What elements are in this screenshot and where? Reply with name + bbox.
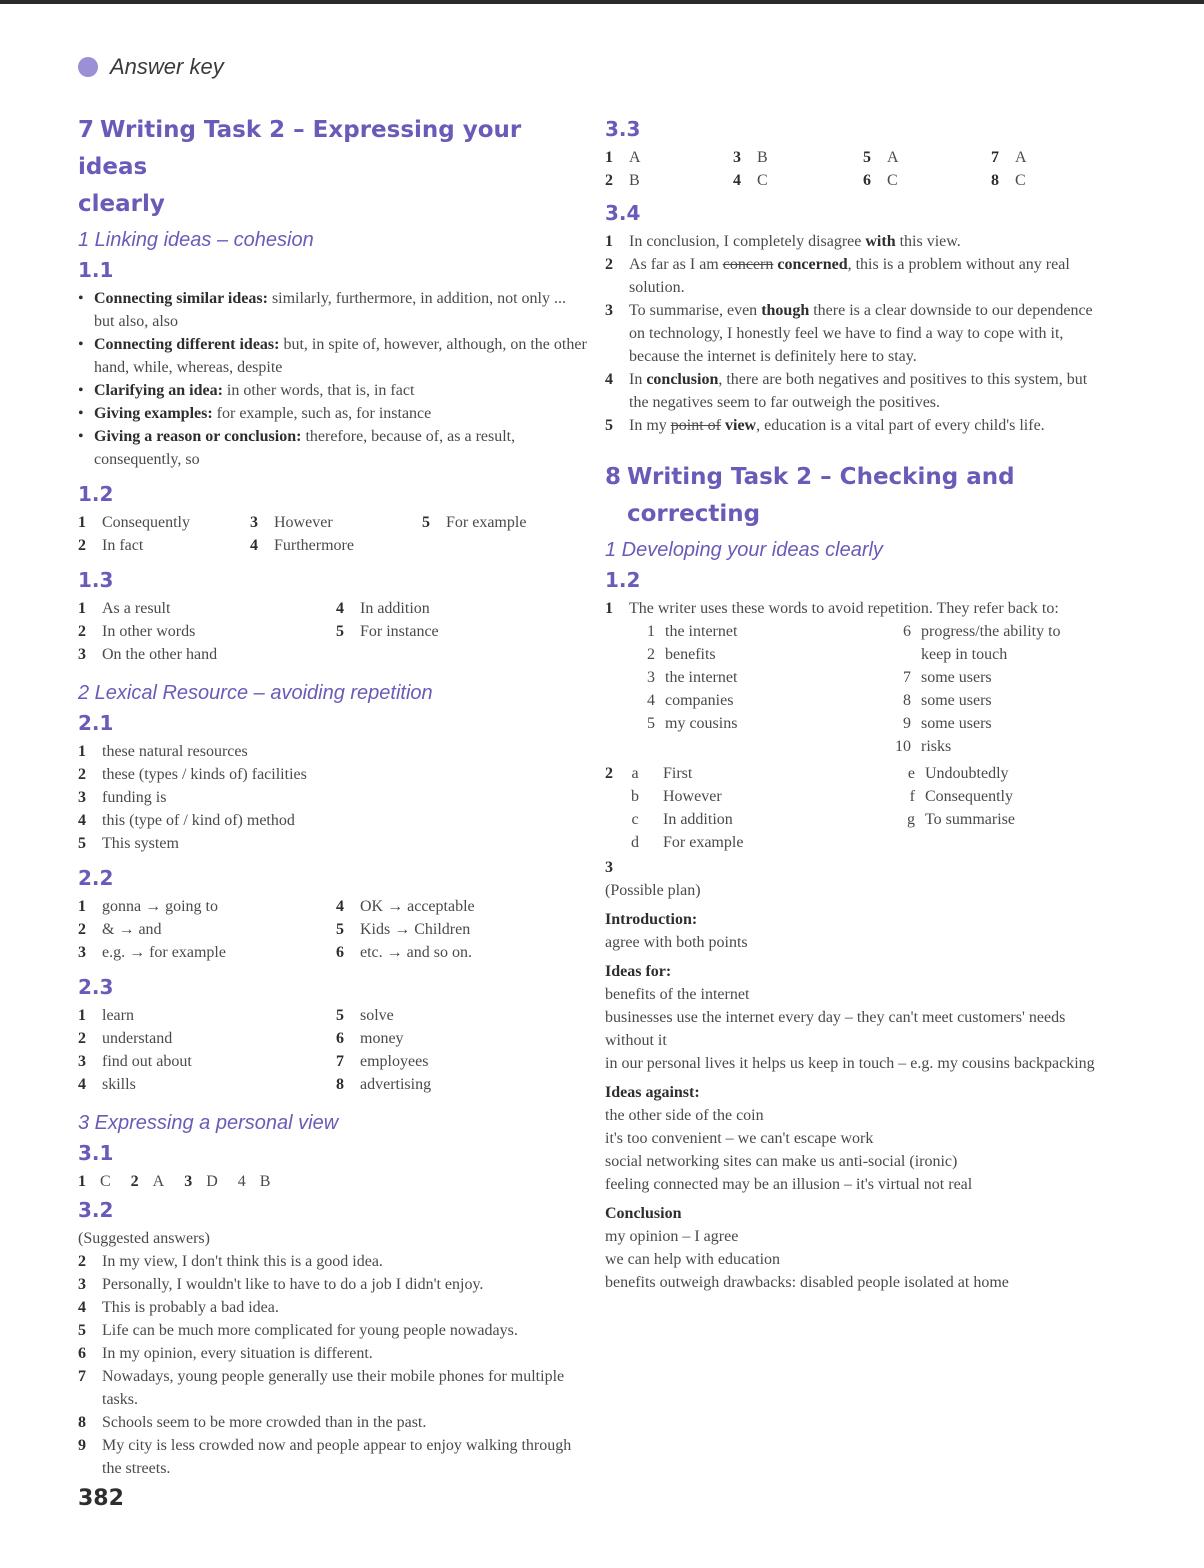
answer-item: 2 & → and	[78, 921, 162, 938]
answer-item: 1 In conclusion, I completely disagree with this view.	[605, 233, 961, 250]
section-1-title: 1 Linking ideas – cohesion	[78, 229, 314, 251]
bullet-dot-icon	[78, 57, 98, 77]
list-item: 8 some users	[903, 692, 992, 709]
answer-item: 4 Furthermore	[250, 537, 354, 554]
answer-item: 4 this (type of / kind of) method	[78, 812, 295, 829]
top-rule	[0, 0, 1204, 4]
plan-line: it's too convenient – we can't escape work	[605, 1130, 874, 1147]
answer-item: 5 solve	[336, 1007, 394, 1024]
plan-line: businesses use the internet every day – they can't meet customers' needs without it	[605, 1009, 1066, 1049]
suggested-answers-note: (Suggested answers)	[78, 1230, 210, 1247]
exercise-2-3-answers	[78, 1004, 588, 1096]
answer-item: 1 learn	[78, 1007, 134, 1024]
answer-item: 2 As far as I am concern concerned, this is a problem without any real solution.	[605, 256, 1070, 296]
list-item: a First	[631, 765, 693, 782]
answer-item: 6 In my opinion, every situation is different.	[78, 1345, 373, 1362]
answer-item: 5 For instance	[336, 623, 439, 640]
exercise-3-1-label: 3.1	[78, 1141, 114, 1165]
answer-item: 1 C	[78, 1173, 111, 1190]
list-item: 7 some users	[903, 669, 992, 686]
answer-item: 7 employees	[336, 1053, 429, 1070]
plan-line: the other side of the coin	[605, 1107, 764, 1124]
exercise-2-1-answers	[78, 740, 588, 855]
answer-item: 3 B	[733, 149, 768, 166]
list-item: • Clarifying an idea: in other words, that is, in fact	[78, 379, 588, 402]
plan-line: we can help with education	[605, 1251, 781, 1268]
answer-item: 3 find out about	[78, 1053, 192, 1070]
answer-item: 3 Personally, I wouldn't like to have to do a job I didn't enjoy.	[78, 1276, 484, 1293]
page-number: 382	[78, 1486, 124, 1511]
exercise-2-1-label: 2.1	[78, 711, 114, 735]
answer-item: 2 In other words	[78, 623, 196, 640]
exercise-2-2-label: 2.2	[78, 866, 114, 890]
answer-item: 8 Schools seem to be more crowded than in the past.	[78, 1414, 427, 1431]
answer-item: 4 B	[237, 1173, 271, 1190]
exercise-2-2-answers	[78, 895, 588, 964]
plan-line: agree with both points	[605, 934, 748, 951]
exercise-3-4-answers	[605, 230, 1110, 437]
answer-item: 8 advertising	[336, 1076, 432, 1093]
exercise-1-1-list	[78, 287, 588, 471]
plan-note: (Possible plan)	[605, 882, 701, 899]
exercise-2-3-label: 2.3	[78, 975, 114, 999]
plan-ideas-for-heading: Ideas for:	[605, 963, 672, 980]
answer-item: 4 OK → acceptable	[336, 898, 475, 915]
exercise-3-2-label: 3.2	[78, 1198, 114, 1222]
answer-item: 3 To summarise, even though there is a clear downside to our dependence on technology, I honestly feel we have to find a way to cope with it, because the internet is definitely here to stay.	[605, 302, 1093, 365]
answer-item: 8 C	[991, 172, 1026, 189]
answer-item: 3 funding is	[78, 789, 167, 806]
answer-item: 4 In addition	[336, 600, 430, 617]
answer-item: 6 C	[863, 172, 898, 189]
answer-item: 3 D	[184, 1173, 218, 1190]
exercise-1-3-label: 1.3	[78, 568, 114, 592]
list-item: e Undoubtedly	[907, 765, 1009, 782]
section-2-title: 2 Lexical Resource – avoiding repetition	[78, 682, 433, 704]
list-item: keep in touch	[921, 646, 1008, 663]
list-item: • Connecting similar ideas: similarly, furthermore, in addition, not only ... but also, also	[78, 287, 588, 333]
list-item: 6 progress/the ability to	[903, 623, 1061, 640]
exercise-1-1-label: 1.1	[78, 258, 114, 282]
list-item: • Giving a reason or conclusion: therefore, because of, as a result, consequently, so	[78, 425, 588, 471]
header-title: Answer key	[110, 54, 224, 79]
list-item: d For example	[631, 834, 744, 851]
linkers-right	[885, 762, 1015, 854]
list-item: f Consequently	[909, 788, 1013, 805]
answer-item: 3 However	[250, 514, 333, 531]
list-item: 5 my cousins	[647, 715, 738, 732]
list-item: 2 benefits	[647, 646, 716, 663]
question-2: 2 a First b However c In addition d For example e Undoubtedly f Consequently g To summarise	[605, 762, 1110, 854]
exercise-3-3-label: 3.3	[605, 117, 641, 141]
plan-ideas-against-heading: Ideas against:	[605, 1084, 700, 1101]
exercise-1-2-label: 1.2	[78, 482, 114, 506]
unit-7-title: 7 Writing Task 2 – Expressing your ideas	[78, 117, 522, 180]
answer-item: 6 etc. → and so on.	[336, 944, 472, 961]
answer-item: 5 Life can be much more complicated for young people nowadays.	[78, 1322, 518, 1339]
references-right	[885, 620, 1061, 758]
section-3-title: 3 Expressing a personal view	[78, 1112, 339, 1134]
answer-item: 1 these natural resources	[78, 743, 248, 760]
answer-item: 1 As a result	[78, 600, 171, 617]
list-item: 3 the internet	[647, 669, 738, 686]
exercise-3-2-answers	[78, 1250, 588, 1480]
exercise-3-3-answers	[605, 146, 1110, 192]
page-header	[78, 52, 224, 82]
unit-7-title-line2: clearly	[78, 191, 165, 217]
unit-8-exercise-1-2-label: 1.2	[605, 568, 641, 592]
left-column	[78, 112, 588, 1480]
answer-item: 2 these (types / kinds of) facilities	[78, 766, 307, 783]
list-item: 1 the internet	[647, 623, 738, 640]
list-item: b However	[631, 788, 722, 805]
plan-line: benefits of the internet	[605, 986, 750, 1003]
question-3: 3	[605, 859, 613, 876]
plan-introduction-heading: Introduction:	[605, 911, 698, 928]
plan-line: benefits outweigh drawbacks: disabled people isolated at home	[605, 1274, 1009, 1291]
answer-item: 2 In fact	[78, 537, 144, 554]
answer-item: 5 This system	[78, 835, 179, 852]
list-item: • Connecting different ideas: but, in spite of, however, although, on the other hand, while, whereas, despite	[78, 333, 588, 379]
answer-item: 3 e.g. → for example	[78, 944, 226, 961]
exercise-3-1-answers	[78, 1170, 588, 1193]
unit-8-title-line2: correcting	[627, 501, 761, 527]
exercise-1-3-answers	[78, 597, 588, 666]
right-column	[605, 112, 1110, 1294]
plan-conclusion-heading: Conclusion	[605, 1205, 682, 1222]
answer-item: 7 Nowadays, young people generally use their mobile phones for multiple tasks.	[78, 1368, 565, 1408]
answer-item: 5 For example	[422, 514, 527, 531]
answer-item: 1 gonna → going to	[78, 898, 218, 915]
answer-item: 2 A	[130, 1173, 165, 1190]
plan-line: in our personal lives it helps us keep in touch – e.g. my cousins backpacking	[605, 1055, 1095, 1072]
exercise-1-2-answers	[78, 511, 588, 557]
list-item: 10 risks	[895, 738, 952, 755]
answer-item: 4 This is probably a bad idea.	[78, 1299, 279, 1316]
answer-item: 5 Kids → Children	[336, 921, 471, 938]
references-block	[629, 620, 1110, 758]
answer-item: 6 money	[336, 1030, 404, 1047]
references-left	[629, 620, 885, 758]
answer-item: 7 A	[991, 149, 1027, 166]
answer-item: 3 On the other hand	[78, 646, 218, 663]
answer-item: 4 C	[733, 172, 768, 189]
answer-item: 2 B	[605, 172, 640, 189]
exercise-3-4-label: 3.4	[605, 201, 641, 225]
list-item: c In addition	[631, 811, 733, 828]
answer-item: 5 A	[863, 149, 899, 166]
answer-item: 2 understand	[78, 1030, 173, 1047]
answer-item: 1 A	[605, 149, 641, 166]
answer-item: 9 My city is less crowded now and people appear to enjoy walking through the streets.	[78, 1437, 572, 1477]
unit-8-section-1-title: 1 Developing your ideas clearly	[605, 539, 883, 561]
plan-line: social networking sites can make us anti-social (ironic)	[605, 1153, 958, 1170]
list-item: 9 some users	[903, 715, 992, 732]
list-item: 4 companies	[647, 692, 734, 709]
list-item: g To summarise	[907, 811, 1015, 828]
answer-item: 5 In my point of view, education is a vital part of every child's life.	[605, 417, 1045, 434]
answer-item: 1 Consequently	[78, 514, 190, 531]
plan-line: my opinion – I agree	[605, 1228, 739, 1245]
answer-item: 2 In my view, I don't think this is a good idea.	[78, 1253, 383, 1270]
answer-item: 4 In conclusion, there are both negatives and positives to this system, but the negatives seem to far outweigh the positives.	[605, 371, 1088, 411]
plan-line: feeling connected may be an illusion – it's virtual not real	[605, 1176, 973, 1193]
list-item: • Giving examples: for example, such as, for instance	[78, 402, 588, 425]
question-1: 1 The writer uses these words to avoid repetition. They refer back to:	[605, 600, 1059, 617]
linkers-left	[629, 762, 885, 854]
answer-item: 4 skills	[78, 1076, 136, 1093]
unit-8-title: 8 Writing Task 2 – Checking and	[605, 464, 1015, 490]
